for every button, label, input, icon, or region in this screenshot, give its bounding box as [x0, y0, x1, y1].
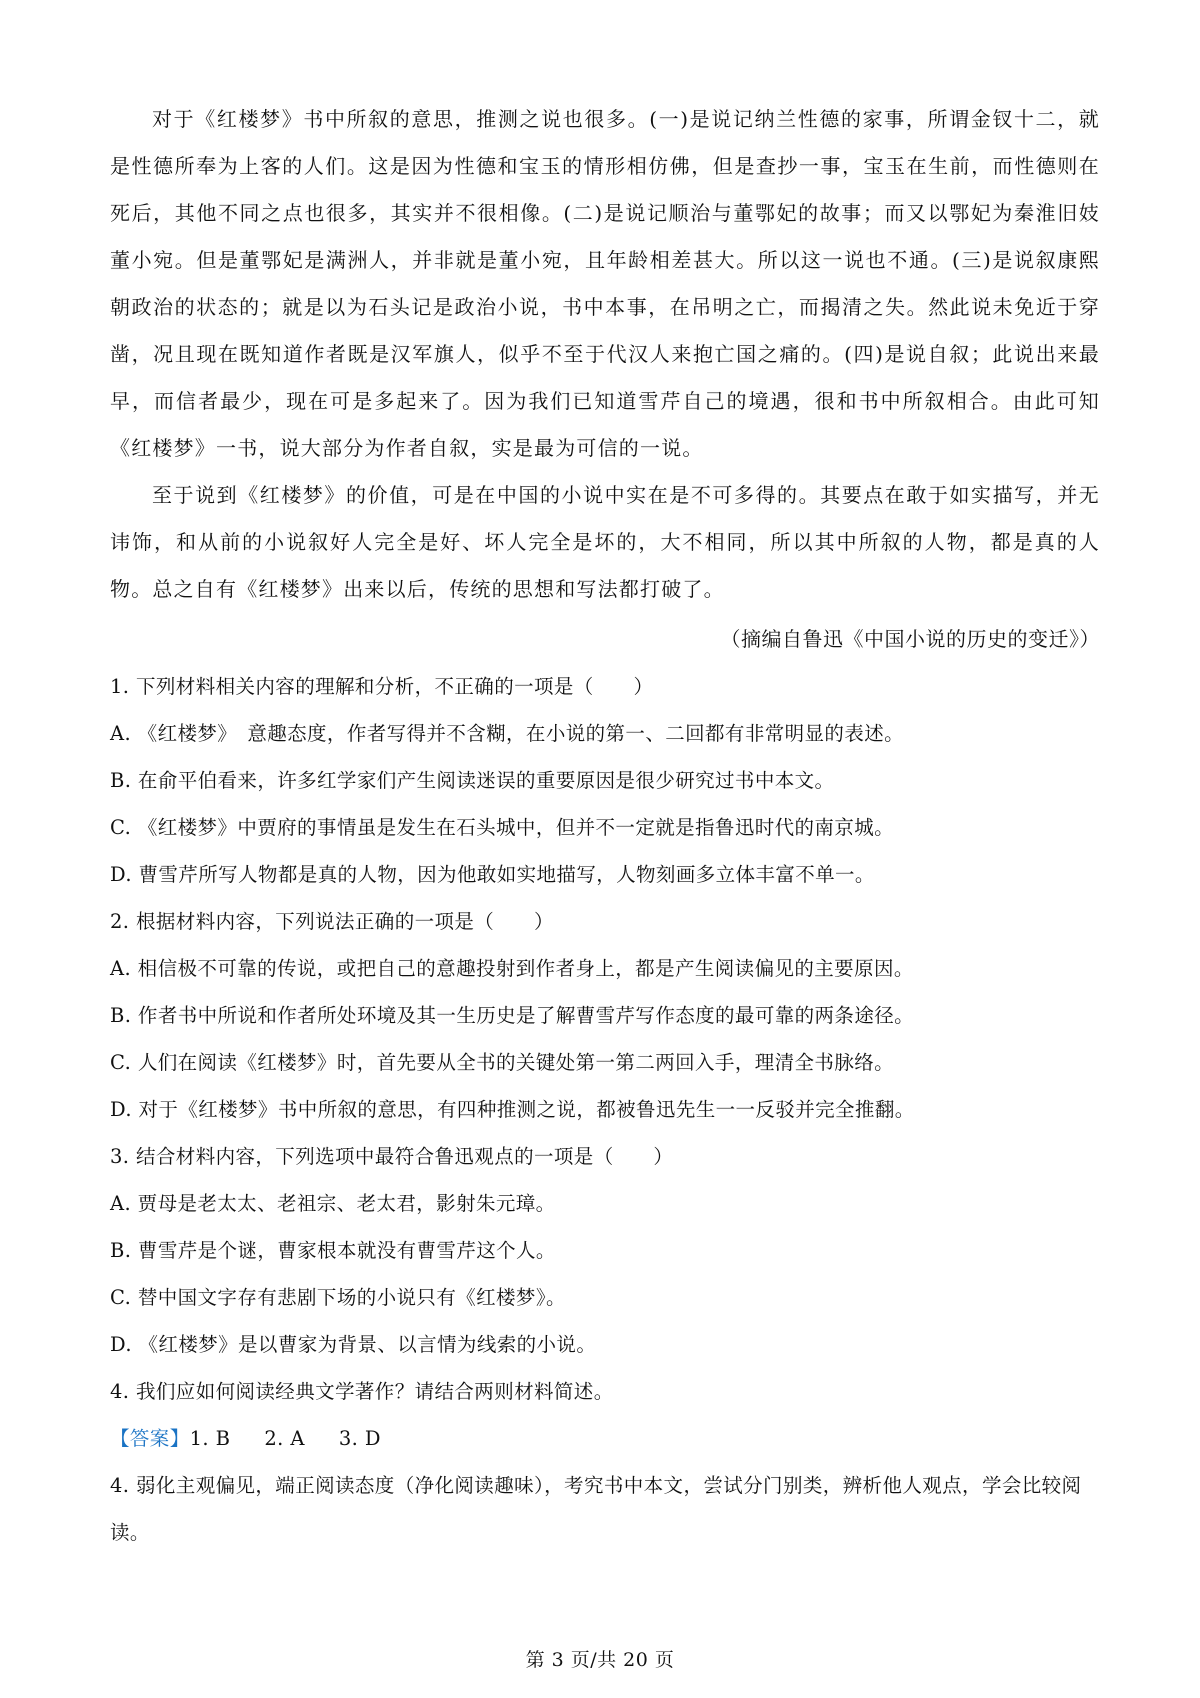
question-stem: 1. 下列材料相关内容的理解和分析，不正确的一项是（ ）	[110, 675, 654, 698]
answer-item: 2. A	[264, 1427, 305, 1450]
option-c: C. 人们在阅读《红楼梦》时，首先要从全书的关键处第一第二两回入手，理清全书脉络。	[110, 1051, 895, 1074]
question-2	[110, 898, 1100, 1133]
passage-source: （摘编自鲁迅《中国小说的历史的变迁》）	[720, 627, 1100, 651]
question-stem: 3. 结合材料内容，下列选项中最符合鲁迅观点的一项是（ ）	[110, 1145, 674, 1168]
answer-item: 1. B	[189, 1427, 231, 1450]
page-number: 第 3 页/共 20 页	[525, 1649, 675, 1671]
question-3	[110, 1133, 1100, 1368]
passage-paragraph-1: 对于《红楼梦》书中所叙的意思，推测之说也很多。(一)是说记纳兰性德的家事，所谓金钗十二，就是性德所奉为上客的人们。这是因为性德和宝玉的情形相仿佛，但是查抄一事，宝玉在生前，而性德则在死后，其他不同之点也很多，其实并不很相像。(二)是说记顺治与董鄂妃的故事；而又以鄂妃为秦淮旧妓董小宛。但是董鄂妃是满洲人，并非就是董小宛，且年龄相差甚大。所以这一说也不通。(三)是说叙康熙朝政治的状态的；就是以为石头记是政治小说，书中本事，在吊明之亡，而揭清之失。然此说未免近于穿凿，况且现在既知道作者既是汉军旗人，似乎不至于代汉人来抱亡国之痛的。(四)是说自叙；此说出来最早，而信者最少，现在可是多起来了。因为我们已知道雪芹自己的境遇，很和书中所叙相合。由此可知《红楼梦》一书，说大部分为作者自叙，实是最为可信的一说。	[110, 107, 1100, 460]
option-a: A. 相信极不可靠的传说，或把自己的意趣投射到作者身上，都是产生阅读偏见的主要原因。	[110, 957, 914, 980]
option-d: D. 《红楼梦》是以曹家为背景、以言情为线索的小说。	[110, 1333, 597, 1356]
question-4	[110, 1368, 1100, 1415]
answer-explanation: 4. 弱化主观偏见，端正阅读态度（净化阅读趣味），考究书中本文，尝试分门别类，辨析他人观点，学会比较阅读。	[110, 1474, 1082, 1544]
document-page	[110, 96, 1100, 1556]
option-b: B. 在俞平伯看来，许多红学家们产生阅读迷误的重要原因是很少研究过书中本文。	[110, 769, 835, 792]
answer-line	[110, 1415, 1100, 1462]
question-stem: 4. 我们应如何阅读经典文学著作？请结合两则材料简述。	[110, 1380, 614, 1403]
option-b: B. 曹雪芹是个谜，曹家根本就没有曹雪芹这个人。	[110, 1239, 556, 1262]
option-a: A. 贾母是老太太、老祖宗、老太君，影射朱元璋。	[110, 1192, 556, 1215]
question-stem: 2. 根据材料内容，下列说法正确的一项是（ ）	[110, 910, 554, 933]
option-c: C. 《红楼梦》中贾府的事情虽是发生在石头城中，但并不一定就是指鲁迅时代的南京城。	[110, 816, 895, 839]
option-d: D. 对于《红楼梦》书中所叙的意思，有四种推测之说，都被鲁迅先生一一反驳并完全推翻。	[110, 1098, 915, 1121]
option-b: B. 作者书中所说和作者所处环境及其一生历史是了解曹雪芹写作态度的最可靠的两条途径。	[110, 1004, 915, 1027]
answer-tag: 【答案】	[110, 1427, 190, 1450]
option-d: D. 曹雪芹所写人物都是真的人物，因为他敢如实地描写，人物刻画多立体丰富不单一。	[110, 863, 875, 886]
answer-item: 3. D	[338, 1427, 381, 1450]
question-1	[110, 663, 1100, 898]
option-c: C. 替中国文字存有悲剧下场的小说只有《红楼梦》。	[110, 1286, 566, 1309]
option-a: A. 《红楼梦》 意趣态度，作者写得并不含糊，在小说的第一、二回都有非常明显的表述。	[110, 722, 905, 745]
passage-paragraph-2: 至于说到《红楼梦》的价值，可是在中国的小说中实在是不可多得的。其要点在敢于如实描写，并无讳饰，和从前的小说叙好人完全是好、坏人完全是坏的，大不相同，所以其中所叙的人物，都是真的人物。总之自有《红楼梦》出来以后，传统的思想和写法都打破了。	[110, 483, 1100, 601]
